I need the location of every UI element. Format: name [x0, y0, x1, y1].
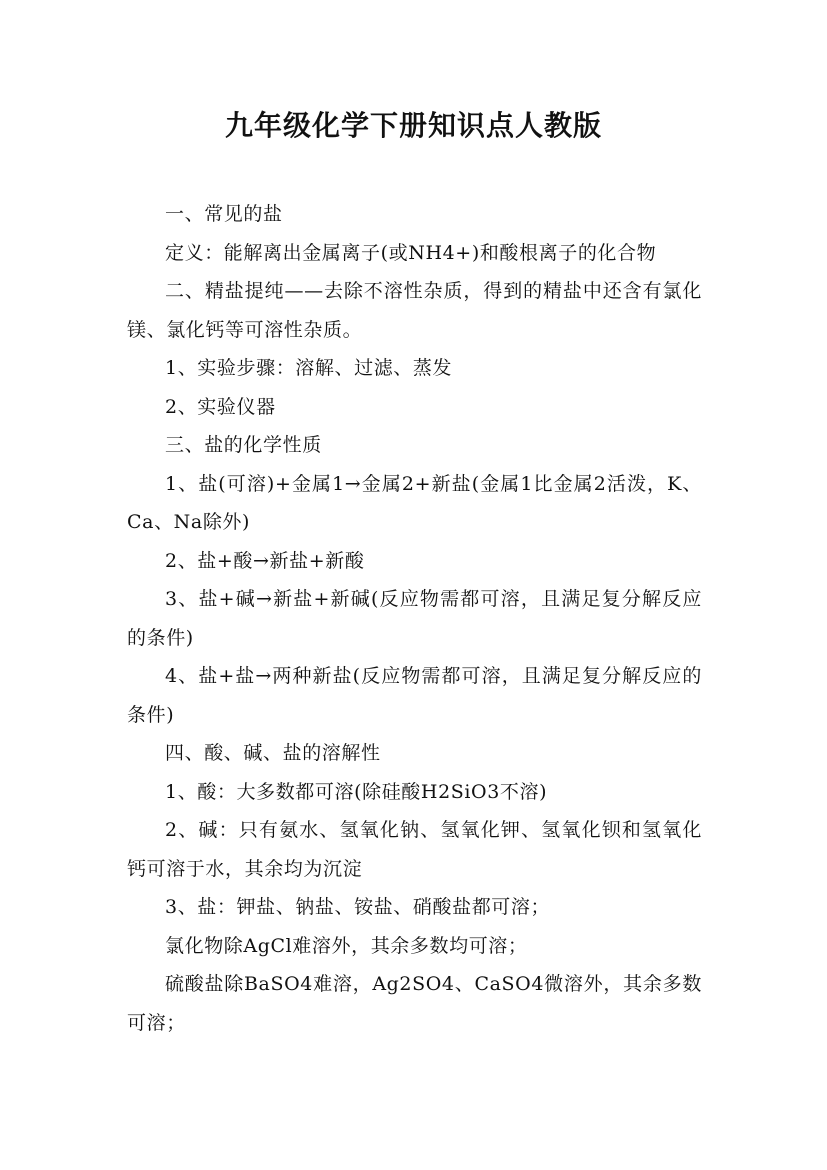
paragraph-experiment-steps: 1、实验步骤：溶解、过滤、蒸发 — [165, 357, 453, 379]
paragraph-section-3-heading: 三、盐的化学性质 — [165, 434, 322, 456]
paragraph-chloride-solubility: 氯化物除AgCl难溶外，其余多数均可溶； — [165, 934, 528, 957]
paragraph-acid-solubility: 1、酸：大多数都可溶(除硅酸H2SiO3不溶) — [165, 780, 548, 803]
document-title: 九年级化学下册知识点人教版 — [224, 109, 602, 142]
document-body — [127, 195, 702, 1042]
paragraph-sulfate-solubility: 硫酸盐除BaSO4难溶，Ag2SO4、CaSO4微溶外，其余多数可溶； — [127, 973, 702, 1034]
paragraph-section-4-heading: 四、酸、碱、盐的溶解性 — [165, 742, 381, 764]
paragraph-section-2-heading: 二、精盐提纯——去除不溶性杂质，得到的精盐中还含有氯化镁、氯化钙等可溶性杂质。 — [127, 280, 702, 341]
paragraph-section-1-heading: 一、常见的盐 — [165, 203, 283, 225]
paragraph-salt-metal-reaction: 1、盐(可溶)+金属1→金属2+新盐(金属1比金属2活泼，K、Ca、Na除外) — [127, 472, 702, 533]
paragraph-experiment-instruments: 2、实验仪器 — [165, 395, 276, 418]
paragraph-salt-salt-reaction: 4、盐+盐→两种新盐(反应物需都可溶，且满足复分解反应的条件) — [127, 665, 702, 726]
paragraph-salt-base-reaction: 3、盐+碱→新盐+新碱(反应物需都可溶，且满足复分解反应的条件) — [127, 588, 702, 649]
paragraph-salt-definition: 定义：能解离出金属离子(或NH4+)和酸根离子的化合物 — [165, 241, 657, 264]
paragraph-salt-solubility: 3、盐：钾盐、钠盐、铵盐、硝酸盐都可溶； — [165, 896, 551, 918]
paragraph-salt-acid-reaction: 2、盐+酸→新盐+新酸 — [165, 549, 365, 572]
paragraph-base-solubility: 2、碱：只有氨水、氢氧化钠、氢氧化钾、氢氧化钡和氢氧化钙可溶于水，其余均为沉淀 — [127, 819, 702, 880]
